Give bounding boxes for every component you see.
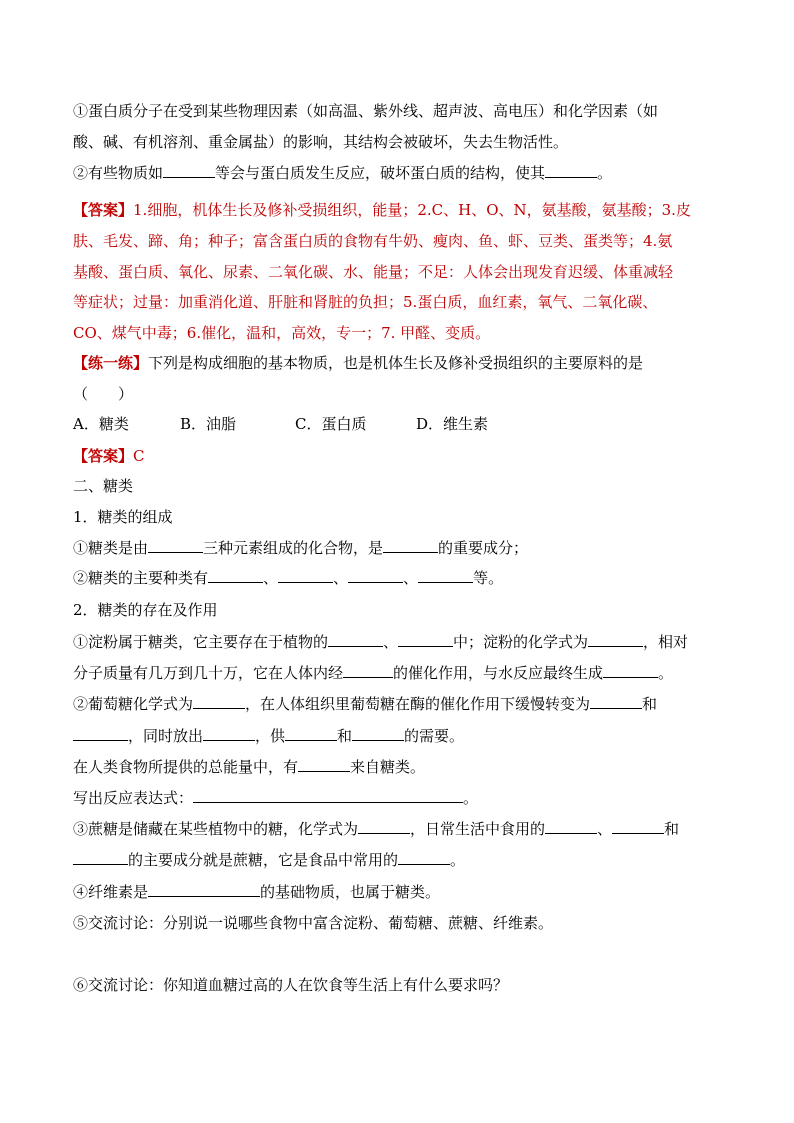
answer1-line4 (73, 292, 733, 312)
fill-blank[interactable] (398, 632, 453, 647)
section-heading: 二、糖类 (73, 477, 134, 495)
fill-blank[interactable] (73, 726, 128, 741)
option-b[interactable]: B．油脂 (180, 415, 237, 433)
fill-blank[interactable] (398, 850, 450, 865)
sugar-s2 (73, 568, 733, 588)
text: ②有些物质如 (73, 164, 164, 182)
fill-blank[interactable] (545, 163, 597, 178)
sugar-sub1 (73, 507, 733, 527)
fill-blank[interactable] (163, 163, 215, 178)
text: ，日常生活中食用的 (410, 820, 546, 838)
fill-blank[interactable] (278, 568, 333, 583)
protein-item2 (73, 163, 733, 183)
glucose-line2 (73, 726, 733, 746)
option-a[interactable]: A．糖类 (73, 415, 129, 433)
text: 。 (597, 164, 613, 182)
protein-item1-line1 (73, 101, 733, 121)
text: 的主要成分就是蔗糖，它是食品中常用的 (128, 851, 399, 869)
starch-line2 (73, 663, 733, 683)
text: 的基础物质，也属于糖类。 (260, 883, 441, 901)
fill-blank[interactable] (193, 694, 245, 709)
fill-blank[interactable] (383, 538, 438, 553)
fill-blank[interactable] (285, 726, 337, 741)
fill-blank[interactable] (588, 632, 643, 647)
text: ①蛋白质分子在受到某些物理因素（如高温、紫外线、超声波、高电压）和化学因素（如 (73, 102, 659, 120)
text: 等。 (473, 569, 504, 587)
text: 基酸、蛋白质、氧化、尿素、二氧化碳、水、能量；不足：人体会出现发育迟缓、体重减轻 (73, 263, 674, 281)
subheading: 1．糖类的组成 (73, 508, 173, 526)
option-c[interactable]: C．蛋白质 (295, 415, 367, 433)
fill-blank[interactable] (193, 788, 463, 803)
separator: 、 (383, 633, 399, 651)
text: 写出反应表达式： (73, 789, 194, 807)
practice-question (73, 353, 733, 373)
fill-blank[interactable] (328, 632, 383, 647)
fill-blank[interactable] (612, 819, 664, 834)
fill-blank[interactable] (348, 568, 403, 583)
text: 。 (658, 664, 674, 682)
text: 。 (450, 851, 466, 869)
text: 的重要成分； (438, 539, 529, 557)
fill-blank[interactable] (358, 819, 410, 834)
separator: 、 (263, 569, 279, 587)
answer2 (73, 446, 733, 466)
fill-blank[interactable] (603, 663, 658, 678)
fill-blank[interactable] (343, 663, 393, 678)
text: ①淀粉属于糖类，它主要存在于植物的 (73, 633, 329, 651)
text: ，在人体组织里葡萄糖在酶的催化作用下缓慢转变为 (245, 695, 591, 713)
sucrose-line2 (73, 850, 733, 870)
glucose-line1 (73, 694, 733, 714)
text: 下列是构成细胞的基本物质，也是机体生长及修补受损组织的主要原料的是 (148, 354, 644, 372)
text: 和 (337, 727, 353, 745)
answer-label: 【答案】 (73, 447, 134, 465)
discussion-1 (73, 913, 733, 933)
fill-blank[interactable] (545, 819, 597, 834)
text: 来自糖类。 (350, 758, 426, 776)
text: ，供 (255, 727, 286, 745)
fill-blank[interactable] (418, 568, 473, 583)
text: 的催化作用，与水反应最终生成 (393, 664, 604, 682)
text: 的需要。 (404, 727, 465, 745)
answer1-line5 (73, 323, 733, 343)
text: 和 (664, 820, 680, 838)
text: ②葡萄糖化学式为 (73, 695, 194, 713)
text: 和 (642, 695, 658, 713)
text: 在人类食物所提供的总能量中，有 (73, 758, 299, 776)
text: ①糖类是由 (73, 539, 149, 557)
practice-paren (73, 384, 733, 404)
separator: 、 (333, 569, 349, 587)
fill-blank[interactable] (298, 757, 350, 772)
text: ②糖类的主要种类有 (73, 569, 209, 587)
text: 等会与蛋白质发生反应，破坏蛋白质的结构，使其 (215, 164, 546, 182)
text: 等症状；过量：加重消化道、肝脏和肾脏的负担；5.蛋白质，血红素，氧气、二氧化碳、 (73, 293, 658, 311)
fill-blank[interactable] (352, 726, 404, 741)
fill-blank[interactable] (73, 850, 128, 865)
text: ⑤交流讨论：分别说一说哪些食物中富含淀粉、葡萄糖、蔗糖、纤维素。 (73, 914, 554, 932)
text: ③蔗糖是储藏在某些植物中的糖，化学式为 (73, 820, 359, 838)
sugar-heading (73, 476, 733, 496)
fill-blank[interactable] (590, 694, 642, 709)
separator: 、 (597, 820, 613, 838)
answer-label: 【答案】 (73, 201, 134, 219)
fiber-line (73, 882, 733, 902)
answer-paren: （ ） (73, 385, 134, 403)
text: ⑥交流讨论：你知道血糖过高的人在饮食等生活上有什么要求吗？ (73, 976, 509, 994)
protein-item1-line2 (73, 132, 733, 152)
practice-label: 【练一练】 (73, 354, 149, 372)
fill-blank[interactable] (208, 568, 263, 583)
fill-blank[interactable] (148, 882, 260, 897)
reaction-line (73, 788, 733, 808)
text: 三种元素组成的化合物，是 (203, 539, 384, 557)
sugar-sub2 (73, 600, 733, 620)
starch-line1 (73, 632, 733, 652)
text: ，相对 (643, 633, 689, 651)
text: ④纤维素是 (73, 883, 149, 901)
answer-value: C (133, 447, 145, 465)
fill-blank[interactable] (148, 538, 203, 553)
answer1-line1 (73, 200, 733, 220)
discussion-2 (73, 975, 733, 995)
option-d[interactable]: D．维生素 (416, 415, 489, 433)
subheading: 2．糖类的存在及作用 (73, 601, 218, 619)
answer1-line2 (73, 231, 733, 251)
sugar-s1 (73, 538, 733, 558)
answer1-line3 (73, 262, 733, 282)
fill-blank[interactable] (203, 726, 255, 741)
text: 中；淀粉的化学式为 (453, 633, 589, 651)
text: 1.细胞，机体生长及修补受损组织，能量；2.C、H、O、N，氨基酸，氨基酸；3.皮 (133, 201, 691, 219)
energy-line (73, 757, 733, 777)
text: 肤、毛发、蹄、角；种子；富含蛋白质的食物有牛奶、瘦肉、鱼、虾、豆类、蛋类等；4.氨 (73, 232, 673, 250)
separator: 、 (403, 569, 419, 587)
text: 分子质量有几万到几十万，它在人体内经 (73, 664, 344, 682)
sucrose-line1 (73, 819, 733, 839)
text: CO、煤气中毒；6.催化，温和，高效，专一；7. 甲醛、变质。 (73, 324, 491, 342)
text: ，同时放出 (128, 727, 204, 745)
text: 。 (463, 789, 479, 807)
text: 酸、碱、有机溶剂、重金属盐）的影响，其结构会被破坏，失去生物活性。 (73, 133, 569, 151)
